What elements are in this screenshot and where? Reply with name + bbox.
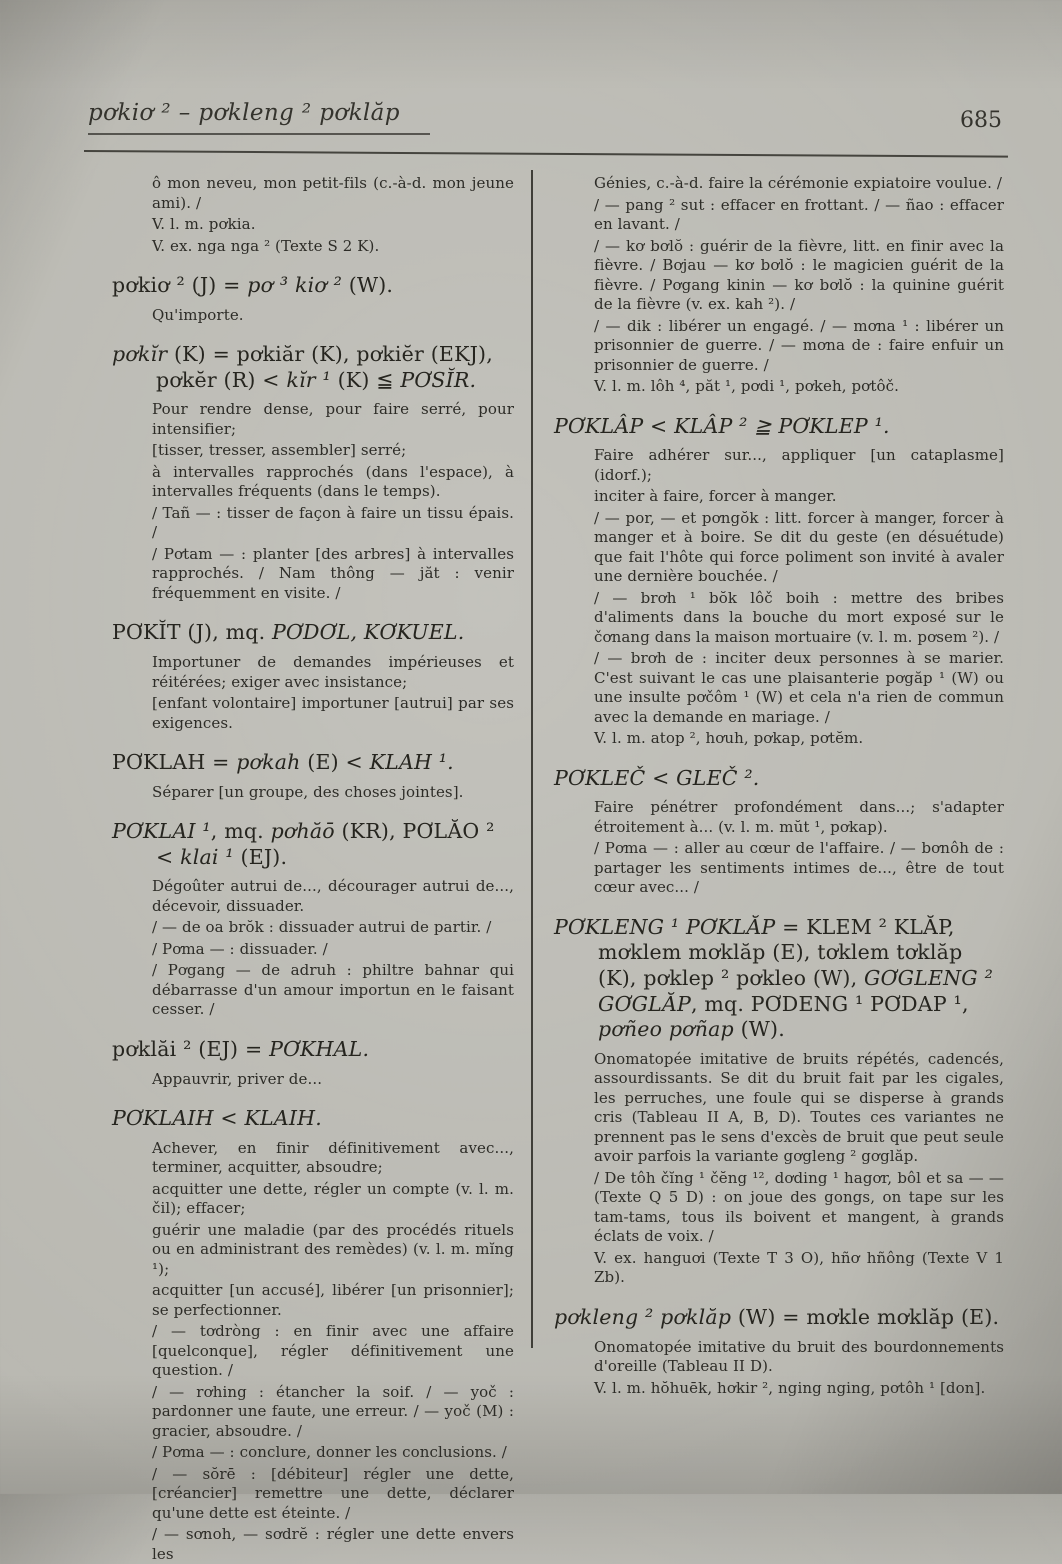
- headword-segment: GƠGLENG ² GƠGLĂP: [598, 966, 993, 1016]
- headword-segment: PƠDƠL, KƠKUEL.: [272, 620, 464, 644]
- headword-segment: pơñeo pơñap: [598, 1017, 734, 1041]
- headword-segment: KLAH ¹.: [370, 750, 454, 774]
- entry-text: / — sŏrē : [débiteur] régler une dette, [créancier] remettre une dette, déclarer qu'une dette est éteinte. /: [152, 1465, 514, 1524]
- running-title: pơkiơ ² – pơkleng ² pơklăp: [88, 100, 430, 135]
- entry-text: / — tơdròng : en finir avec une affaire [quelconque], régler définitivement une question. /: [152, 1322, 514, 1381]
- entry-headword: [554, 1305, 1004, 1331]
- entry-text: V. l. m. pơkia.: [152, 215, 514, 235]
- entry-headword: [554, 915, 1004, 1043]
- entry-text: V. l. m. atop ², hơuh, pơkap, pơtĕm.: [594, 729, 1004, 749]
- entry-text: / Pơma — : dissuader. /: [152, 940, 514, 960]
- headword-segment: (K) = pơkiăr (K), pơkiĕr (EKJ), pơkĕr (R) <: [156, 342, 493, 392]
- entry-text: Importuner de demandes impérieuses et réitérées; exiger avec insistance;: [152, 653, 514, 692]
- entry-text: / — brơh de : inciter deux personnes à se marier. C'est suivant le cas une plaisanterie pơgăp ¹ (W) ou une insulte pơčôm ¹ (W) et cela n'a rien de commun avec la demande en mariage. /: [594, 649, 1004, 727]
- entry-text: Faire pénétrer profondément dans...; s'adapter étroitement à... (v. l. m. mŭt ¹, pơkap).: [594, 798, 1004, 837]
- entry-text: Qu'importe.: [152, 306, 514, 326]
- entry-text: inciter à faire, forcer à manger.: [594, 487, 1004, 507]
- entry-text: Génies, c.-à-d. faire la cérémonie expiatoire voulue. /: [594, 174, 1004, 194]
- headword-segment: = KLEM ² KLĂP, mơklem mơklăp (E), tơklem tơklăp (K), pơklep ² pơkleo (W),: [598, 915, 962, 990]
- header-rule: [84, 150, 1008, 158]
- dictionary-entry: [554, 414, 1004, 749]
- dictionary-entry: [554, 766, 1004, 898]
- entry-text: V. ex. nga nga ² (Texte S 2 K).: [152, 237, 514, 257]
- entry-text: / — por, — et pơngŏk : litt. forcer à manger, forcer à manger et à boire. Se dit du geste (en désuétude) que fait l'hôte qui force poliment son invité à avaler une dernière bouchée. /: [594, 509, 1004, 587]
- entry-text: / — rơhing : étancher la soif. / — yoč : pardonner une faute, une erreur. / — yoč (M) : gracier, absoudre. /: [152, 1383, 514, 1442]
- headword-segment: PƠKLAH =: [112, 750, 236, 774]
- entry-text: / — sơnoh, — sơdrĕ : régler une dette envers les: [152, 1525, 514, 1564]
- headword-segment: PƠKLEČ < GLEČ ².: [554, 766, 759, 790]
- right-column: [554, 172, 1004, 1564]
- page-number: 685: [960, 108, 1002, 133]
- entry-text: acquitter une dette, régler un compte (v. l. m. čil); effacer;: [152, 1180, 514, 1219]
- headword-segment: klai ¹: [180, 845, 234, 869]
- entry-headword: [112, 819, 514, 870]
- headword-segment: , mq.: [211, 819, 271, 843]
- entry-text: Onomatopée imitative du bruit des bourdonnements d'oreille (Tableau II D).: [594, 1338, 1004, 1377]
- entry-text: à intervalles rapprochés (dans l'espace), à intervalles fréquents (dans le temps).: [152, 463, 514, 502]
- headword-segment: (J) =: [185, 273, 247, 297]
- dictionary-entry: [112, 342, 514, 603]
- headword-segment: pơkleng ² pơklăp: [554, 1305, 731, 1329]
- headword-segment: pơhăō: [271, 819, 335, 843]
- entry-headword: [554, 766, 1004, 792]
- entry-text: / Pơtam — : planter [des arbres] à intervalles rapprochés. / Nam thông — jăt : venir fréquemment en visite. /: [152, 545, 514, 604]
- dictionary-entry: [112, 819, 514, 1020]
- entry-headword: [112, 273, 514, 299]
- entry-text: / — de oa brŏk : dissuader autrui de partir. /: [152, 918, 514, 938]
- dictionary-entry: [554, 174, 1004, 397]
- entry-text: acquitter [un accusé], libérer [un prisonnier]; se perfectionner.: [152, 1281, 514, 1320]
- entry-text: Séparer [un groupe, des choses jointes].: [152, 783, 514, 803]
- dictionary-entry: [554, 915, 1004, 1288]
- headword-segment: (EJ) =: [192, 1037, 270, 1061]
- entry-text: V. l. m. hŏhuēk, hơkir ², nging nging, pơtôh ¹ [don].: [594, 1379, 1004, 1399]
- dictionary-entry: [112, 620, 514, 733]
- entry-text: / — kơ bơlŏ : guérir de la fièvre, litt. en finir avec la fièvre. / Bơjau — kơ bơlŏ : le magicien guérit de la fièvre. / Pơgang kinin — kơ bơlŏ : la quinine guérit de la fièvre (v. ex. kah ²). /: [594, 237, 1004, 315]
- dictionary-entry: [112, 1106, 514, 1564]
- entry-text: / — dik : libérer un engagé. / — mơna ¹ : libérer un prisonnier de guerre. / — mơna de : faire enfuir un prisonnier de guerre. /: [594, 317, 1004, 376]
- headword-segment: PƠKLAIH < KLAIH.: [112, 1106, 322, 1130]
- entry-text: V. l. m. lôh ⁴, păt ¹, pơdi ¹, pơkeh, pơtôč.: [594, 377, 1004, 397]
- headword-segment: (E) <: [301, 750, 370, 774]
- entry-text: / De tôh čĭng ¹ čĕng ¹², dơding ¹ hagơr, bôl et sa — — (Texte Q 5 D) : on joue des gongs, on tape sur les tam-tams, tous ils boivent et mangent, à grands éclats de voix. /: [594, 1169, 1004, 1247]
- headword-segment: PƠKLAI ¹: [112, 819, 211, 843]
- entry-headword: [112, 1037, 514, 1063]
- entry-text: ô mon neveu, mon petit-fils (c.-à-d. mon jeune ami). /: [152, 174, 514, 213]
- dictionary-entry: [554, 1305, 1004, 1398]
- headword-segment: PƠKĬT (J), mq.: [112, 620, 272, 644]
- headword-segment: pơkah: [236, 750, 300, 774]
- entry-text: / Pơma — : aller au cœur de l'affaire. / — bơnôh de : partager les sentiments intimes de..., être de tout cœur avec... /: [594, 839, 1004, 898]
- entry-text: Achever, en finir définitivement avec..., terminer, acquitter, absoudre;: [152, 1139, 514, 1178]
- entry-text: Onomatopée imitative de bruits répétés, cadencés, assourdissants. Se dit du bruit fait par les cigales, les perruches, une foule qui se disperse à grands cris (Tableau II A, B, D). Toutes ces variantes ne prennent pas le sens d'excès de bruit que peut seule avoir parfois la variante gơgleng ² gơglăp.: [594, 1050, 1004, 1167]
- headword-segment: PƠSĬR.: [400, 368, 476, 392]
- entry-headword: [112, 750, 514, 776]
- column-divider: [531, 170, 533, 1348]
- entry-text: / Pơma — : conclure, donner les conclusions. /: [152, 1443, 514, 1463]
- entry-text: [enfant volontaire] importuner [autrui] par ses exigences.: [152, 694, 514, 733]
- entry-text: Faire adhérer sur..., appliquer [un cataplasme] (idorf.);: [594, 446, 1004, 485]
- headword-segment: (W) = mơkle mơklăp (E).: [731, 1305, 999, 1329]
- dictionary-entry: [112, 1037, 514, 1089]
- headword-segment: pơkĭr: [112, 342, 167, 366]
- entry-headword: [112, 620, 514, 646]
- entry-headword: [112, 342, 514, 393]
- headword-segment: kĭr ¹: [286, 368, 331, 392]
- headword-segment: PƠKLENG ¹ PƠKLĂP: [554, 915, 775, 939]
- entry-text: [tisser, tresser, assembler] serré;: [152, 441, 514, 461]
- left-column: [112, 172, 514, 1564]
- page-header: [88, 100, 1006, 144]
- entry-text: Dégoûter autrui de..., décourager autrui de..., décevoir, dissuader.: [152, 877, 514, 916]
- headword-segment: pơklăi ²: [112, 1037, 192, 1061]
- dictionary-entry: [112, 174, 514, 256]
- dictionary-entry: [112, 273, 514, 325]
- headword-segment: PƠKHAL.: [269, 1037, 369, 1061]
- headword-segment: pơkiơ ²: [112, 273, 185, 297]
- entry-headword: [554, 414, 1004, 440]
- entry-text: Appauvrir, priver de...: [152, 1070, 514, 1090]
- entry-text: Pour rendre dense, pour faire serré, pour intensifier;: [152, 400, 514, 439]
- entry-text: / Tañ — : tisser de façon à faire un tissu épais. /: [152, 504, 514, 543]
- text-columns: [112, 172, 1004, 1564]
- headword-segment: (K) ≦: [331, 368, 400, 392]
- headword-segment: , mq. PƠDENG ¹ PƠDAP ¹,: [691, 992, 969, 1016]
- headword-segment: (KR), PƠLĂO ² <: [156, 819, 494, 869]
- headword-segment: (W).: [734, 1017, 785, 1041]
- headword-segment: (EJ).: [234, 845, 287, 869]
- entry-text: / — brơh ¹ bŏk lôč boih : mettre des bribes d'aliments dans la bouche du mort exposé sur le čơnang dans la maison mortuaire (v. l. m. pơsem ²). /: [594, 589, 1004, 648]
- dictionary-entry: [112, 750, 514, 802]
- entry-text: guérir une maladie (par des procédés rituels ou en administrant des remèdes) (v. l. m. mĭng ¹);: [152, 1221, 514, 1280]
- entry-headword: [112, 1106, 514, 1132]
- headword-segment: PƠKLÂP < KLÂP ² ≧ PƠKLEP ¹.: [554, 414, 890, 438]
- headword-segment: (W).: [342, 273, 393, 297]
- entry-text: / Pơgang — de adruh : philtre bahnar qui débarrasse d'un amour importun en le faisant cesser. /: [152, 961, 514, 1020]
- entry-text: / — pang ² sut : effacer en frottant. / — ñao : effacer en lavant. /: [594, 196, 1004, 235]
- entry-text: V. ex. hanguơi (Texte T 3 O), hñơ hñông (Texte V 1 Zb).: [594, 1249, 1004, 1288]
- headword-segment: pơ ³ kiơ ²: [247, 273, 342, 297]
